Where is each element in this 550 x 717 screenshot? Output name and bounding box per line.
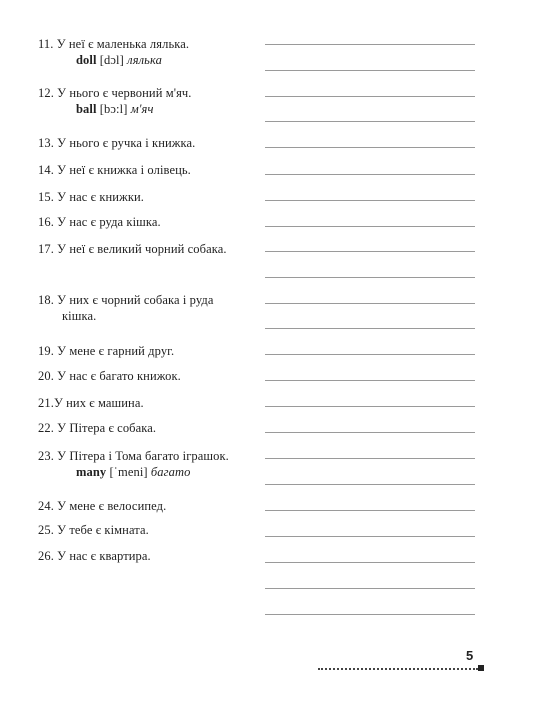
item-number: 12. <box>38 86 54 100</box>
item-number: 13. <box>38 136 54 150</box>
item-number: 16. <box>38 215 54 229</box>
item-text: У Пітера є собака. <box>57 421 157 435</box>
exercise-item-18 <box>38 292 260 324</box>
item-text: У нас є квартира. <box>57 549 151 563</box>
answer-line[interactable] <box>265 536 475 537</box>
answer-line[interactable] <box>265 510 475 511</box>
item-text: У Пітера і Тома багато іграшок. <box>57 449 229 463</box>
exercise-item-23 <box>38 448 268 480</box>
item-text: У нас є руда кішка. <box>57 215 161 229</box>
answer-line[interactable] <box>265 174 475 175</box>
exercise-item-21 <box>38 395 260 411</box>
answer-line[interactable] <box>265 44 475 45</box>
item-text: У неї є маленька лялька. <box>56 37 190 51</box>
exercise-item-14 <box>38 162 260 178</box>
exercise-item-24 <box>38 498 260 514</box>
vocab-note <box>76 464 268 480</box>
item-number: 20. <box>38 369 54 383</box>
answer-line[interactable] <box>265 147 475 148</box>
answer-line[interactable] <box>265 303 475 304</box>
item-number: 26. <box>38 549 54 563</box>
exercise-item-17 <box>38 241 260 257</box>
exercise-item-25 <box>38 522 260 538</box>
page-number: 5 <box>466 648 474 663</box>
answer-line[interactable] <box>265 277 475 278</box>
footer-square-marker <box>478 665 484 671</box>
vocab-note <box>76 101 260 117</box>
item-text: У тебе є кімната. <box>57 523 149 537</box>
answer-line[interactable] <box>265 226 475 227</box>
item-number: 24. <box>38 499 54 513</box>
item-text: У них є машина. <box>53 396 144 410</box>
answer-line[interactable] <box>265 458 475 459</box>
item-number: 15. <box>38 190 54 204</box>
answer-line[interactable] <box>265 70 475 71</box>
exercise-item-13 <box>38 135 260 151</box>
item-text: У нього є ручка і книжка. <box>57 136 196 150</box>
vocab-ipa: [ˈmeni] <box>109 465 148 479</box>
exercise-item-22 <box>38 420 260 436</box>
vocab-word: many <box>76 465 107 479</box>
answer-line[interactable] <box>265 484 475 485</box>
vocab-ipa: [dɔl] <box>99 53 124 67</box>
exercise-item-15 <box>38 189 260 205</box>
item-number: 23. <box>38 449 54 463</box>
exercise-item-20 <box>38 368 260 384</box>
vocab-ipa: [bɔ:l] <box>99 102 128 116</box>
item-text: У нас є книжки. <box>57 190 145 204</box>
answer-line[interactable] <box>265 588 475 589</box>
exercise-item-12 <box>38 85 260 117</box>
answer-line[interactable] <box>265 96 475 97</box>
answer-line[interactable] <box>265 251 475 252</box>
answer-line[interactable] <box>265 432 475 433</box>
item-number: 22. <box>38 421 54 435</box>
answer-line[interactable] <box>265 380 475 381</box>
footer-dotted-rule <box>318 668 478 670</box>
vocab-note <box>76 52 260 68</box>
item-number: 14. <box>38 163 54 177</box>
exercise-item-16 <box>38 214 260 230</box>
item-text: У них є чорний собака і руда <box>57 293 214 307</box>
item-number: 18. <box>38 293 54 307</box>
item-number: 25. <box>38 523 54 537</box>
item-text: У нас є багато книжок. <box>57 369 181 383</box>
answer-line[interactable] <box>265 614 475 615</box>
answer-line[interactable] <box>265 121 475 122</box>
answer-line[interactable] <box>265 354 475 355</box>
answer-line[interactable] <box>265 328 475 329</box>
answer-line[interactable] <box>265 406 475 407</box>
item-number: 21. <box>38 396 54 410</box>
item-text: У неї є книжка і олівець. <box>57 163 191 177</box>
item-text-continuation: кішка. <box>62 309 97 323</box>
item-text: У мене є гарний друг. <box>57 344 175 358</box>
vocab-word: ball <box>76 102 97 116</box>
exercise-item-19 <box>38 343 260 359</box>
item-text: У неї є великий чорний собака. <box>57 242 227 256</box>
exercise-item-11 <box>38 36 260 68</box>
item-number: 17. <box>38 242 54 256</box>
item-text: У мене є велосипед. <box>57 499 167 513</box>
item-number: 11. <box>38 37 54 51</box>
vocab-word: doll <box>76 53 97 67</box>
item-text: У нього є червоний м'яч. <box>57 86 192 100</box>
answer-line[interactable] <box>265 200 475 201</box>
vocab-translation: м'яч <box>130 102 154 116</box>
exercise-item-26 <box>38 548 260 564</box>
vocab-translation: багато <box>150 465 191 479</box>
vocab-translation: лялька <box>127 53 162 67</box>
answer-line[interactable] <box>265 562 475 563</box>
item-number: 19. <box>38 344 54 358</box>
